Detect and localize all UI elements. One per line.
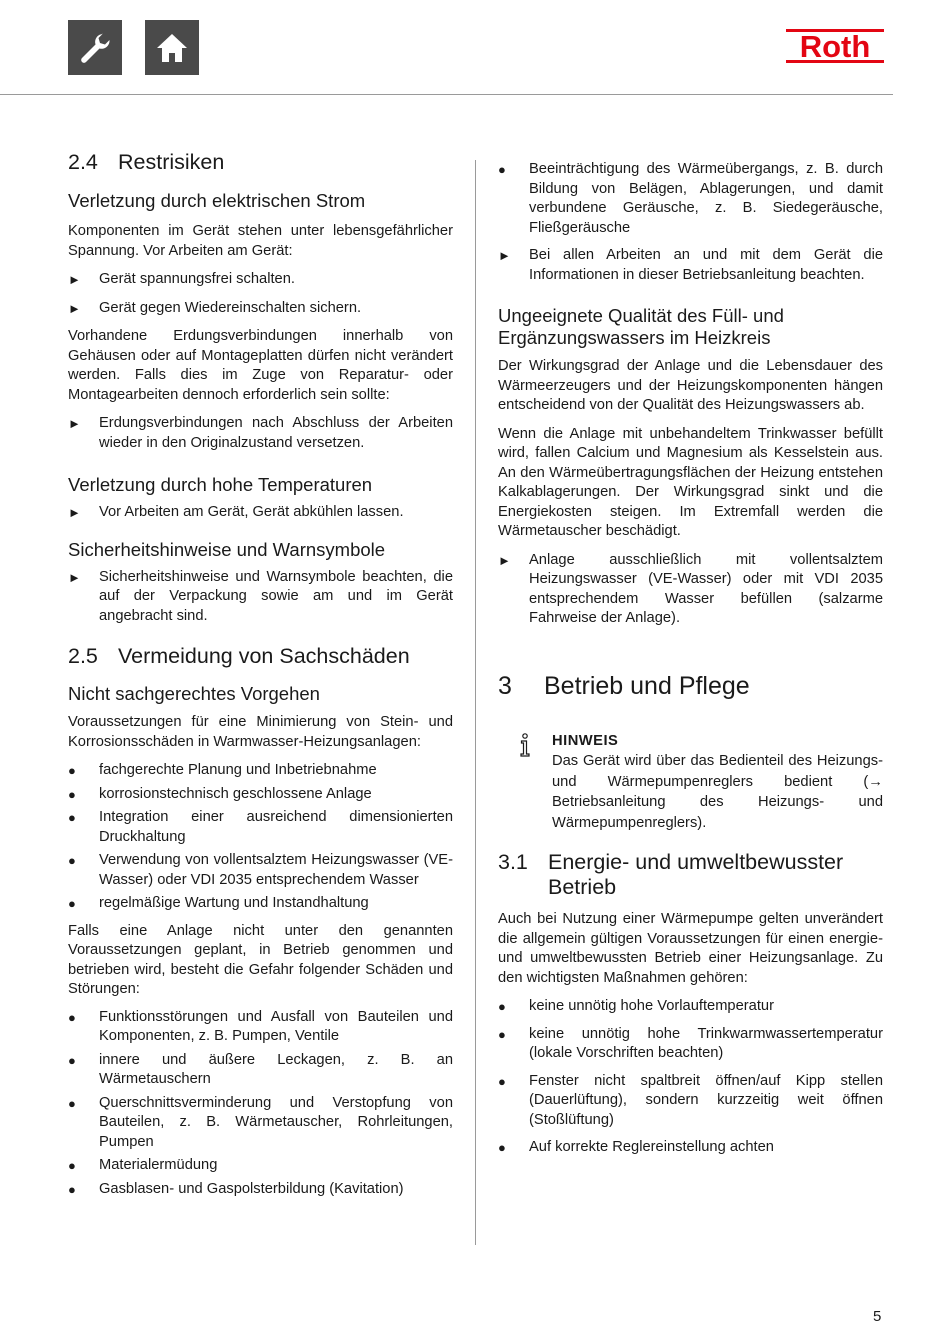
bullet-icon: ● <box>498 162 506 177</box>
action-item: ► Anlage ausschließlich mit vollentsalztem Heizungswasser (VE-Wasser) oder mit VDI 2035 entsprechendem Wasser befüllen (salzarme Fahrweise der Anlage). <box>498 551 883 629</box>
section-2-5-heading <box>68 644 453 669</box>
list-item: ● innere und äußere Leckagen, z. B. an Wärmetauschern <box>68 1051 453 1090</box>
list-item: ● korrosionstechnisch geschlossene Anlage <box>68 785 453 805</box>
paragraph: Voraussetzungen für eine Minimierung von Stein- und Korrosionsschäden in Warmwasser-Heizungsanlagen: <box>68 714 453 750</box>
list-item: ● Beeinträchtigung des Wärmeübergangs, z. B. durch Bildung von Belägen, Ablagerungen, und damit verbundene Geräusche, z. B. Siedegeräusche, Fließgeräusche <box>498 160 883 238</box>
bullet-icon: ● <box>68 896 76 911</box>
home-icon[interactable] <box>145 20 199 75</box>
bullet-list <box>68 761 453 914</box>
bullet-list <box>498 997 883 1158</box>
paragraph: Vorhandene Erdungsverbindungen innerhalb von Gehäusen oder auf Montageplatten dürfen nicht verändert werden. Falls dies im Zuge von Reparatur- oder Montagearbeiten dennoch erforderlich sein sollte: <box>68 328 453 403</box>
paragraph: Der Wirkungsgrad der Anlage und die Lebensdauer des Wärmeerzeugers und der Heizungskomponenten hängen entscheidend von der Qualität des Heizungswassers ab. <box>498 358 883 413</box>
section-3-1-heading <box>498 850 883 900</box>
section-number: 3 <box>498 671 512 700</box>
paragraph: Wenn die Anlage mit unbehandeltem Trinkwasser befüllt wird, fallen Calcium und Magnesium als Kesselstein aus. An den Wärmeübertragungsflächen der Heizung entstehen Kalkablagerungen. Der Wirkungsgrad sinkt und die Energiekosten steigen. Im Extremfall werden die Wärmetauscher beschädigt. <box>498 425 883 539</box>
list-item: ● Verwendung von vollentsalztem Heizungswasser (VE-Wasser) oder VDI 2035 entsprechendem Wasser <box>68 851 453 890</box>
list-item: ● Querschnittsverminderung und Verstopfung von Bauteilen, z. B. Wärmetauscher, Rohrleitungen, Pumpen <box>68 1094 453 1153</box>
section-number: 2.4 <box>68 150 98 174</box>
bullet-icon: ● <box>498 1140 506 1155</box>
bullet-icon: ● <box>68 763 76 778</box>
bullet-icon: ● <box>68 1181 76 1197</box>
page-number: 5 <box>873 1308 882 1325</box>
roth-logo <box>786 24 884 68</box>
section-number: 2.5 <box>68 644 98 668</box>
svg-text:Roth: Roth <box>799 29 871 64</box>
bullet-list <box>68 1008 453 1200</box>
list-item: ● Integration einer ausreichend dimensionierten Druckhaltung <box>68 808 453 847</box>
section-number: 3.1 <box>498 850 528 874</box>
paragraph: Falls eine Anlage nicht unter den genannten Voraussetzungen geplant, in Betrieb genommen und betrieben wird, besteht die Gefahr folgender Schäden und Störungen: <box>68 922 453 997</box>
left-column <box>68 150 453 1199</box>
action-item: ► Erdungsverbindungen nach Abschluss der Arbeiten wieder in den Originalzustand versetzen. <box>68 414 453 453</box>
list-item: ● fachgerechte Planung und Inbetriebnahme <box>68 761 453 781</box>
section-title: Vermeidung von Sachschäden <box>118 644 410 668</box>
arrow-icon: ► <box>68 505 81 520</box>
bullet-icon: ● <box>68 1095 76 1111</box>
bullet-icon: ● <box>498 1026 506 1042</box>
bullet-icon: ● <box>68 786 76 802</box>
arrow-icon: ► <box>68 569 81 585</box>
paragraph: Auch bei Nutzung einer Wärmepumpe gelten unverändert die allgemein gültigen Voraussetzungen für einen energie- und umweltbewussten Betrieb einer Heizungsanlage. Zu den wichtigsten Maßnahmen gehören: <box>498 911 883 986</box>
action-item: ► Gerät spannungsfrei schalten. <box>68 270 453 290</box>
subheading-improper: Nicht sachgerechtes Vorgehen <box>68 683 320 704</box>
action-item: ► Vor Arbeiten am Gerät, Gerät abkühlen lassen. <box>68 503 453 523</box>
list-item: ● Funktionsstörungen und Ausfall von Bauteilen und Komponenten, z. B. Pumpen, Ventile <box>68 1008 453 1047</box>
bullet-icon: ● <box>498 999 506 1014</box>
subheading-electric: Verletzung durch elektrischen Strom <box>68 190 366 211</box>
section-title: Restrisiken <box>118 150 225 174</box>
section-title: Betrieb und Pflege <box>544 671 750 700</box>
list-item: ● regelmäßige Wartung und Instandhaltung <box>68 894 453 914</box>
chapter-3-heading <box>498 672 883 701</box>
list-item: ● keine unnötig hohe Vorlauftemperatur <box>498 997 883 1017</box>
header-divider <box>0 94 893 95</box>
hint-box <box>498 731 883 834</box>
list-item: ● Gasblasen- und Gaspolsterbildung (Kavitation) <box>68 1180 453 1200</box>
action-item: ► Gerät gegen Wiedereinschalten sichern. <box>68 299 453 319</box>
arrow-icon: ► <box>68 300 81 316</box>
right-column <box>498 160 883 1158</box>
wrench-icon[interactable] <box>68 20 122 75</box>
arrow-icon: ► <box>498 248 511 263</box>
list-item: ● keine unnötig hohe Trinkwarmwassertemperatur (lokale Vorschriften beachten) <box>498 1025 883 1064</box>
arrow-icon: ► <box>498 552 511 568</box>
list-item: ● Materialermüdung <box>68 1156 453 1176</box>
info-icon <box>498 731 552 834</box>
paragraph: Komponenten im Gerät stehen unter lebensgefährlicher Spannung. Vor Arbeiten am Gerät: <box>68 223 453 259</box>
list-item: ● Fenster nicht spaltbreit öffnen/auf Kipp stellen (Dauerlüftung), sondern kurzzeitig weit öffnen (Stoßlüftung) <box>498 1072 883 1131</box>
hint-text: Das Gerät wird über das Bedienteil des Heizungs- und Wärmepumpenreglers bedient (→ Betriebsanleitung des Heizungs- und Wärmepumpenreglers). <box>552 753 883 831</box>
arrow-icon: ► <box>68 272 81 287</box>
action-item: ► Bei allen Arbeiten an und mit dem Gerät die Informationen in dieser Betriebsanleitung beachten. <box>498 246 883 285</box>
action-item: ► Sicherheitshinweise und Warnsymbole beachten, die auf der Verpackung sowie am und im Gerät angebracht sind. <box>68 568 453 627</box>
subheading-water-quality: Ungeeignete Qualität des Füll- und Ergänzungswassers im Heizkreis <box>498 305 784 348</box>
section-2-4-heading <box>68 150 453 175</box>
bullet-icon: ● <box>498 1073 506 1089</box>
bullet-icon: ● <box>68 810 76 825</box>
subheading-warnings: Sicherheitshinweise und Warnsymbole <box>68 538 386 560</box>
arrow-icon: ► <box>68 416 81 431</box>
bullet-icon: ● <box>68 1158 76 1173</box>
list-item: ● Auf korrekte Reglereinstellung achten <box>498 1138 883 1158</box>
bullet-icon: ● <box>68 1009 76 1025</box>
bullet-icon: ● <box>68 1052 76 1068</box>
bullet-icon: ● <box>68 853 76 868</box>
column-divider <box>475 160 476 1245</box>
hint-title: HINWEIS <box>552 732 619 749</box>
section-title: Energie- und umweltbewusster Betrieb <box>548 850 844 899</box>
subheading-temperature: Verletzung durch hohe Temperaturen <box>68 474 373 495</box>
